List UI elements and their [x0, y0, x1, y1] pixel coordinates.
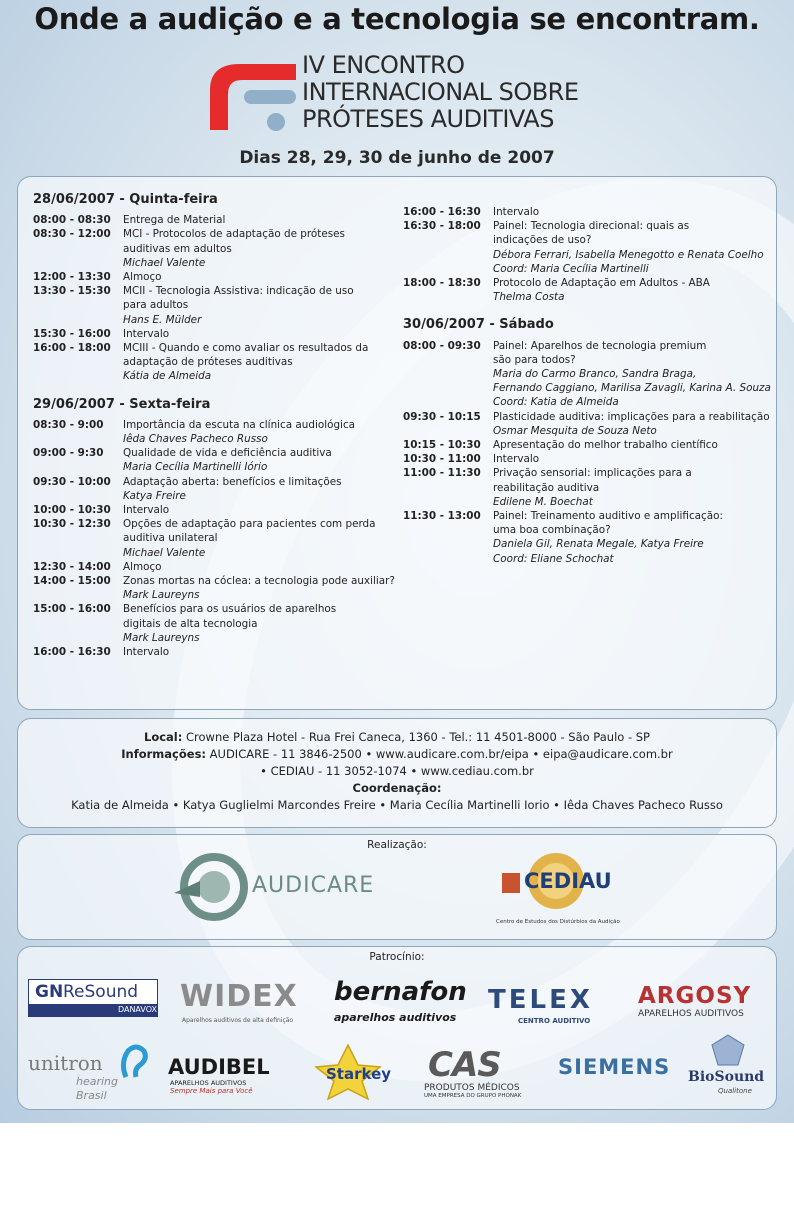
coord-label: Coordenação:	[352, 781, 442, 795]
schedule-time: 08:30 - 9:00	[33, 418, 104, 431]
event-title-line: IV ENCONTRO	[302, 51, 465, 79]
local-label: Local:	[144, 730, 183, 744]
schedule-speaker: Michael Valente	[123, 546, 206, 559]
schedule-speaker: Débora Ferrari, Isabella Menegotto e Renata Coelho	[493, 248, 764, 261]
schedule-description	[123, 327, 393, 341]
schedule-item	[33, 227, 393, 270]
schedule-text-line: Painel: Treinamento auditivo e amplificação:	[493, 510, 723, 523]
schedule-time: 11:30 - 13:00	[403, 510, 481, 523]
schedule-text-line: auditivas em adultos	[123, 242, 232, 255]
schedule-text-line: Almoço	[123, 560, 162, 573]
schedule-description	[123, 574, 395, 602]
local-line	[18, 729, 776, 746]
schedule-speaker: Coord: Katia de Almeida	[493, 396, 619, 409]
day3-schedule	[403, 339, 773, 566]
schedule-time: 15:00 - 16:00	[33, 603, 111, 616]
schedule-text-line: Qualidade de vida e deficiência auditiva	[123, 447, 332, 460]
day1-schedule	[33, 213, 393, 383]
schedule-description	[123, 503, 393, 517]
schedule-text-line: Painel: Aparelhos de tecnologia premium	[493, 339, 707, 352]
event-title	[302, 52, 642, 133]
schedule-time: 10:30 - 11:00	[403, 453, 481, 466]
resound-gn: GN	[35, 982, 64, 1002]
biosound-crystal-icon	[708, 1033, 748, 1067]
cas-logo-text: CAS	[428, 1045, 501, 1085]
schedule-item	[33, 341, 393, 384]
schedule-description	[123, 213, 393, 227]
audibel-logo-text: AUDIBEL	[168, 1055, 270, 1079]
schedule-text-line: Almoço	[123, 271, 162, 284]
schedule-description	[123, 227, 393, 270]
schedule-text-line: uma boa combinação?	[493, 524, 611, 537]
schedule-speaker: Mark Laureyns	[123, 589, 200, 602]
schedule-speaker: Thelma Costa	[493, 291, 565, 304]
schedule-item	[33, 560, 393, 574]
schedule-text-line: Zonas mortas na cóclea: a tecnologia pode auxiliar?	[123, 575, 395, 588]
event-logo-icon	[200, 56, 300, 136]
info-panel	[17, 718, 777, 828]
program-left-column	[33, 193, 393, 659]
schedule-time: 16:00 - 18:00	[33, 342, 111, 355]
schedule-item	[33, 602, 393, 645]
schedule-text-line: reabilitação auditiva	[493, 481, 600, 494]
schedule-description	[493, 466, 773, 509]
schedule-item	[403, 466, 773, 509]
schedule-speaker: Coord: Eliane Schochat	[493, 552, 614, 565]
schedule-description	[123, 341, 393, 384]
schedule-time: 09:30 - 10:00	[33, 475, 111, 488]
schedule-description	[493, 339, 773, 410]
day-title: 30/06/2007 - Sábado	[403, 317, 554, 333]
schedule-description	[493, 205, 773, 219]
schedule-time: 10:00 - 10:30	[33, 504, 111, 517]
program-panel	[17, 176, 777, 710]
unitron-ear-icon	[118, 1043, 148, 1083]
schedule-text-line: MCI - Protocolos de adaptação de próteses	[123, 228, 345, 241]
schedule-description	[123, 475, 393, 503]
schedule-item	[33, 446, 393, 474]
schedule-item	[33, 270, 393, 284]
patrocinio-panel	[17, 946, 777, 1110]
schedule-item	[33, 284, 393, 327]
schedule-item	[403, 438, 773, 452]
schedule-text-line: Apresentação do melhor trabalho científico	[493, 439, 718, 452]
schedule-item	[33, 327, 393, 341]
schedule-speaker: Kátia de Almeida	[123, 370, 212, 383]
schedule-text-line: Entrega de Material	[123, 214, 226, 227]
schedule-text-line: Plasticidade auditiva: implicações para a reabilitação	[493, 410, 770, 423]
schedule-speaker: Maria do Carmo Branco, Sandra Braga,	[493, 368, 697, 381]
siemens-logo-text: SIEMENS	[558, 1055, 671, 1079]
info-line	[18, 746, 776, 763]
realizacao-panel	[17, 834, 777, 940]
cediau-logo-text: CEDIAU	[524, 869, 612, 893]
schedule-text-line: Intervalo	[493, 453, 540, 466]
schedule-item	[33, 517, 393, 560]
schedule-text-line: Painel: Tecnologia direcional: quais as	[493, 220, 690, 233]
schedule-time: 10:15 - 10:30	[403, 439, 481, 452]
schedule-description	[493, 452, 773, 466]
bernafon-subtitle: aparelhos auditivos	[334, 1011, 457, 1024]
schedule-item	[403, 509, 773, 566]
schedule-text-line: MCIII - Quando e como avaliar os resultados da	[123, 342, 369, 355]
day2-schedule-continued	[403, 205, 773, 304]
schedule-item	[33, 503, 393, 517]
schedule-speaker: Edilene M. Boechat	[493, 495, 593, 508]
schedule-text-line: são para todos?	[493, 353, 576, 366]
schedule-item	[403, 205, 773, 219]
schedule-time: 08:00 - 09:30	[403, 339, 481, 352]
schedule-item	[403, 410, 773, 438]
schedule-text-line: para adultos	[123, 299, 189, 312]
schedule-time: 16:00 - 16:30	[33, 646, 111, 659]
schedule-text-line: digitais de alta tecnologia	[123, 617, 258, 630]
schedule-time: 16:30 - 18:00	[403, 220, 481, 233]
program-right-column	[403, 205, 773, 566]
resound-text: ReSound	[63, 982, 139, 1002]
headline: Onde a audição e a tecnologia se encontram.	[34, 2, 760, 36]
schedule-item	[33, 574, 393, 602]
event-title-line: INTERNACIONAL SOBRE	[302, 78, 579, 106]
schedule-text-line: Intervalo	[123, 646, 170, 659]
schedule-text-line: Benefícios para os usuários de aparelhos	[123, 603, 337, 616]
schedule-text-line: auditiva unilateral	[123, 532, 218, 545]
unitron-subtitle-2: Brasil	[76, 1089, 107, 1102]
schedule-text-line: Importância da escuta na clínica audiológica	[123, 418, 356, 431]
schedule-text-line: Opções de adaptação para pacientes com perda	[123, 518, 376, 531]
schedule-text-line: Protocolo de Adaptação em Adultos - ABA	[493, 277, 710, 290]
schedule-description	[493, 509, 773, 566]
schedule-time: 11:00 - 11:30	[403, 467, 481, 480]
bernafon-logo-text: bernafon	[334, 977, 467, 1007]
cas-subtitle-1: PRODUTOS MÉDICOS	[424, 1083, 520, 1093]
patrocinio-label: Patrocínio:	[369, 951, 425, 963]
audicare-logo-icon	[170, 853, 250, 921]
schedule-text-line: MCII - Tecnologia Assistiva: indicação de uso	[123, 285, 354, 298]
schedule-description	[493, 410, 773, 438]
schedule-time: 16:00 - 16:30	[403, 206, 481, 218]
audibel-subtitle-1: APARELHOS AUDITIVOS	[170, 1079, 247, 1087]
schedule-time: 09:00 - 9:30	[33, 447, 104, 460]
unitron-logo-text: unitron	[28, 1051, 103, 1075]
schedule-time: 10:30 - 12:30	[33, 518, 111, 531]
telex-subtitle: CENTRO AUDITIVO	[518, 1017, 591, 1025]
starkey-logo-text: Starkey	[326, 1065, 392, 1083]
widex-logo-text: WIDEX	[180, 979, 298, 1014]
telex-logo-text: TELEX	[488, 985, 593, 1015]
widex-subtitle: Aparelhos auditivos de alta definição	[182, 1017, 294, 1024]
schedule-description	[123, 645, 393, 659]
schedule-speaker: Maria Cecília Martinelli Iório	[123, 461, 268, 474]
schedule-description	[493, 276, 773, 304]
schedule-speaker: Mark Laureyns	[123, 631, 200, 644]
schedule-speaker: Iêda Chaves Pacheco Russo	[123, 433, 268, 446]
schedule-item	[33, 645, 393, 659]
day-title: 29/06/2007 - Sexta-feira	[33, 396, 211, 412]
schedule-description	[123, 418, 393, 446]
schedule-item	[33, 213, 393, 227]
schedule-time: 09:30 - 10:15	[403, 410, 481, 423]
argosy-subtitle: APARELHOS AUDITIVOS	[638, 1009, 744, 1019]
schedule-text-line: Adaptação aberta: benefícios e limitações	[123, 475, 342, 488]
schedule-speaker: Daniela Gil, Renata Megale, Katya Freire	[493, 538, 704, 551]
audibel-subtitle-2: Sempre Mais para Você	[170, 1087, 253, 1095]
schedule-speaker: Michael Valente	[123, 256, 206, 269]
schedule-time: 15:30 - 16:00	[33, 327, 111, 340]
event-title-line: PRÓTESES AUDITIVAS	[302, 105, 554, 133]
schedule-item	[403, 339, 773, 410]
schedule-speaker: Coord: Maria Cecília Martinelli	[493, 262, 649, 275]
schedule-item	[33, 475, 393, 503]
schedule-description	[123, 284, 393, 327]
schedule-time: 13:30 - 15:30	[33, 285, 111, 298]
schedule-time: 08:00 - 08:30	[33, 214, 111, 227]
schedule-text-line: Intervalo	[123, 504, 170, 517]
schedule-text-line: indicações de uso?	[493, 234, 592, 247]
event-dates: Dias 28, 29, 30 de junho de 2007	[239, 148, 555, 168]
schedule-description	[123, 517, 393, 560]
info-label: Informações:	[121, 747, 207, 761]
day2-schedule	[33, 418, 393, 659]
info-line-2: • CEDIAU - 11 3052-1074 • www.cediau.com.br	[260, 764, 534, 778]
schedule-speaker: Hans E. Mülder	[123, 313, 202, 326]
schedule-text-line: Intervalo	[123, 327, 170, 340]
schedule-description	[493, 219, 773, 276]
schedule-time: 12:00 - 13:30	[33, 271, 111, 284]
schedule-text-line: adaptação de próteses auditivas	[123, 356, 293, 369]
schedule-speaker: Fernando Caggiano, Marilisa Zavagli, Karina A. Souza	[493, 382, 771, 395]
biosound-subtitle: Qualitone	[718, 1087, 752, 1095]
schedule-description	[123, 270, 393, 284]
danavox-text: DANAVOX	[29, 1004, 157, 1016]
cas-subtitle-2: UMA EMPRESA DO GRUPO PHONAK	[424, 1093, 522, 1099]
schedule-text-line: Intervalo	[493, 206, 540, 218]
schedule-item	[403, 452, 773, 466]
biosound-logo-text: BioSound	[688, 1069, 765, 1085]
schedule-time: 12:30 - 14:00	[33, 560, 111, 573]
schedule-time: 08:30 - 12:00	[33, 228, 111, 241]
realizacao-label: Realização:	[367, 839, 427, 851]
schedule-description	[123, 446, 393, 474]
schedule-description	[123, 560, 393, 574]
local-text: Crowne Plaza Hotel - Rua Frei Caneca, 1360 - Tel.: 11 4501-8000 - São Paulo - SP	[182, 730, 650, 744]
schedule-item	[403, 219, 773, 276]
schedule-time: 14:00 - 15:00	[33, 575, 111, 588]
argosy-logo-text: ARGOSY	[638, 983, 752, 1009]
schedule-item	[403, 276, 773, 304]
schedule-time: 18:00 - 18:30	[403, 277, 481, 290]
schedule-description	[123, 602, 393, 645]
coord-text: Katia de Almeida • Katya Guglielmi Marcondes Freire • Maria Cecília Martinelli Iorio • Iêda Chaves Pacheco Russo	[71, 798, 723, 812]
schedule-speaker: Osmar Mesquita de Souza Neto	[493, 424, 657, 437]
cediau-subtitle: Centro de Estudos dos Distúrbios da Audição	[496, 919, 620, 925]
audicare-logo-text: AUDICARE	[252, 873, 375, 898]
day-title: 28/06/2007 - Quinta-feira	[33, 192, 218, 207]
info-text: AUDICARE - 11 3846-2500 • www.audicare.com.br/eipa • eipa@audicare.com.br	[206, 747, 673, 761]
schedule-description	[493, 438, 773, 452]
unitron-subtitle-1: hearing	[76, 1075, 119, 1088]
schedule-item	[33, 418, 393, 446]
schedule-speaker: Katya Freire	[123, 489, 186, 502]
resound-logo	[28, 979, 158, 1017]
schedule-text-line: Privação sensorial: implicações para a	[493, 467, 692, 480]
